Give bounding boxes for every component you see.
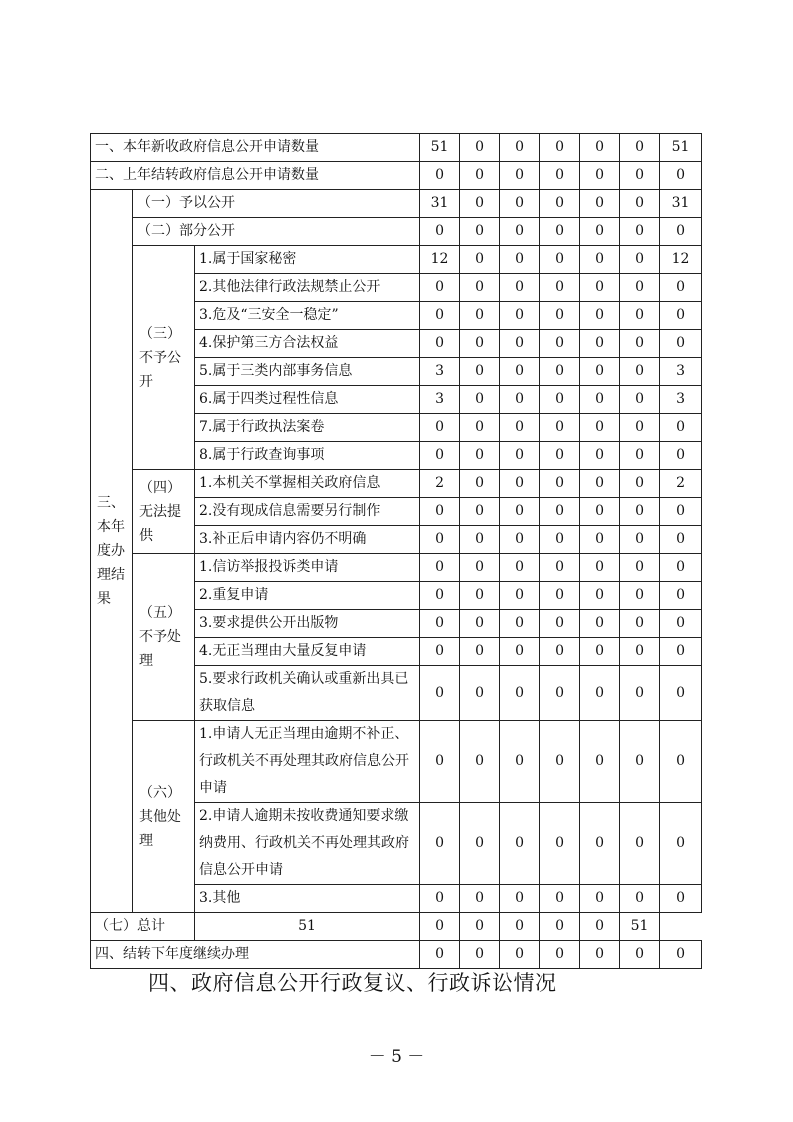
count-cell: 0	[580, 666, 620, 721]
count-cell: 0	[540, 582, 580, 610]
count-cell: 51	[620, 913, 660, 941]
count-cell: 31	[660, 190, 702, 218]
count-cell: 0	[540, 442, 580, 470]
count-cell: 0	[460, 246, 500, 274]
count-cell: 0	[660, 498, 702, 526]
count-cell: 0	[420, 330, 460, 358]
count-cell: 0	[620, 498, 660, 526]
count-cell: 0	[420, 498, 460, 526]
count-cell: 0	[540, 218, 580, 246]
group-label: （三）不予公开	[133, 246, 195, 470]
count-cell: 0	[660, 638, 702, 666]
count-cell: 0	[580, 554, 620, 582]
count-cell: 0	[460, 941, 500, 969]
count-cell: 0	[660, 721, 702, 803]
count-cell: 0	[420, 302, 460, 330]
count-cell: 0	[460, 386, 500, 414]
item-label: 3.危及“三安全一稳定”	[195, 302, 420, 330]
count-cell: 0	[580, 941, 620, 969]
count-cell: 0	[500, 803, 540, 885]
count-cell: 0	[460, 190, 500, 218]
count-cell: 0	[420, 913, 460, 941]
count-cell: 0	[420, 414, 460, 442]
count-cell: 0	[500, 274, 540, 302]
count-cell: 0	[420, 526, 460, 554]
table-row	[91, 218, 702, 246]
count-cell: 0	[540, 638, 580, 666]
count-cell: 0	[580, 246, 620, 274]
count-cell: 0	[620, 358, 660, 386]
count-cell: 0	[620, 666, 660, 721]
count-cell: 0	[500, 498, 540, 526]
count-cell: 0	[460, 414, 500, 442]
row-label: 四、结转下年度继续办理	[91, 941, 420, 969]
group-label: （二）部分公开	[133, 218, 420, 246]
count-cell: 0	[500, 386, 540, 414]
count-cell: 0	[620, 554, 660, 582]
count-cell: 0	[500, 134, 540, 162]
group-label: （七）总计	[91, 913, 195, 941]
count-cell: 0	[460, 218, 500, 246]
count-cell: 0	[660, 274, 702, 302]
item-label: 1.本机关不掌握相关政府信息	[195, 470, 420, 498]
count-cell: 0	[660, 162, 702, 190]
count-cell: 0	[660, 526, 702, 554]
count-cell: 0	[580, 302, 620, 330]
count-cell: 0	[660, 218, 702, 246]
count-cell: 0	[580, 526, 620, 554]
count-cell: 0	[500, 470, 540, 498]
item-label: 5.要求行政机关确认或重新出具已获取信息	[195, 666, 420, 721]
count-cell: 0	[500, 526, 540, 554]
count-cell: 0	[540, 666, 580, 721]
item-label: 3.其他	[195, 885, 420, 913]
count-cell: 0	[500, 554, 540, 582]
count-cell: 0	[500, 218, 540, 246]
count-cell: 0	[420, 941, 460, 969]
count-cell: 0	[500, 885, 540, 913]
count-cell: 0	[460, 162, 500, 190]
count-cell: 0	[580, 442, 620, 470]
count-cell: 0	[500, 638, 540, 666]
count-cell: 0	[540, 913, 580, 941]
page-number: － 5 －	[368, 1047, 425, 1067]
count-cell: 0	[540, 190, 580, 218]
count-cell: 0	[460, 330, 500, 358]
count-cell: 0	[540, 246, 580, 274]
count-cell: 0	[620, 885, 660, 913]
count-cell: 0	[660, 414, 702, 442]
count-cell: 0	[580, 582, 620, 610]
count-cell: 0	[460, 442, 500, 470]
count-cell: 3	[420, 358, 460, 386]
count-cell: 0	[620, 274, 660, 302]
count-cell: 0	[460, 526, 500, 554]
count-cell: 0	[660, 554, 702, 582]
count-cell: 31	[420, 190, 460, 218]
count-cell: 0	[580, 386, 620, 414]
item-label: 1.信访举报投诉类申请	[195, 554, 420, 582]
count-cell: 0	[620, 941, 660, 969]
count-cell: 12	[420, 246, 460, 274]
count-cell: 0	[460, 638, 500, 666]
count-cell: 0	[540, 498, 580, 526]
count-cell: 0	[500, 610, 540, 638]
count-cell: 2	[420, 470, 460, 498]
count-cell: 0	[580, 274, 620, 302]
count-cell: 0	[420, 162, 460, 190]
row-label: 二、上年结转政府信息公开申请数量	[91, 162, 420, 190]
count-cell: 0	[500, 442, 540, 470]
count-cell: 0	[660, 302, 702, 330]
count-cell: 0	[580, 638, 620, 666]
count-cell: 0	[420, 554, 460, 582]
count-cell: 0	[580, 358, 620, 386]
count-cell: 0	[620, 721, 660, 803]
count-cell: 0	[660, 666, 702, 721]
item-label: 7.属于行政执法案卷	[195, 414, 420, 442]
group-label: （六）其他处理	[133, 721, 195, 913]
count-cell: 0	[460, 610, 500, 638]
count-cell: 0	[500, 246, 540, 274]
table-row	[91, 721, 702, 803]
count-cell: 0	[540, 330, 580, 358]
count-cell: 0	[540, 358, 580, 386]
row-label: 一、本年新收政府信息公开申请数量	[91, 134, 420, 162]
item-label: 2.重复申请	[195, 582, 420, 610]
count-cell: 0	[660, 941, 702, 969]
count-cell: 0	[580, 330, 620, 358]
count-cell: 0	[500, 162, 540, 190]
count-cell: 0	[460, 666, 500, 721]
count-cell: 0	[500, 941, 540, 969]
count-cell: 0	[500, 330, 540, 358]
section-label: 三、本年度办理结果	[91, 190, 133, 913]
count-cell: 0	[500, 358, 540, 386]
count-cell: 0	[540, 941, 580, 969]
count-cell: 0	[460, 582, 500, 610]
count-cell: 3	[420, 386, 460, 414]
count-cell: 0	[540, 386, 580, 414]
group-label: （四）无法提供	[133, 470, 195, 554]
item-label: 5.属于三类内部事务信息	[195, 358, 420, 386]
count-cell: 0	[580, 218, 620, 246]
section-heading: 四、政府信息公开行政复议、行政诉讼情况	[148, 971, 557, 995]
count-cell: 0	[540, 274, 580, 302]
count-cell: 0	[620, 330, 660, 358]
item-label: 4.保护第三方合法权益	[195, 330, 420, 358]
count-cell: 0	[460, 913, 500, 941]
item-label: 2.没有现成信息需要另行制作	[195, 498, 420, 526]
count-cell: 0	[620, 610, 660, 638]
item-label: 4.无正当理由大量反复申请	[195, 638, 420, 666]
table-row	[91, 246, 702, 274]
count-cell: 0	[500, 190, 540, 218]
count-cell: 0	[660, 610, 702, 638]
table-row	[91, 190, 702, 218]
count-cell: 0	[460, 554, 500, 582]
count-cell: 0	[420, 274, 460, 302]
count-cell: 0	[580, 470, 620, 498]
count-cell: 0	[540, 134, 580, 162]
count-cell: 0	[580, 885, 620, 913]
count-cell: 0	[580, 610, 620, 638]
count-cell: 0	[500, 666, 540, 721]
count-cell: 0	[620, 134, 660, 162]
table-row	[91, 134, 702, 162]
count-cell: 0	[580, 414, 620, 442]
statistics-table	[90, 133, 702, 969]
count-cell: 0	[420, 442, 460, 470]
count-cell: 0	[540, 554, 580, 582]
count-cell: 0	[620, 386, 660, 414]
count-cell: 0	[420, 610, 460, 638]
count-cell: 0	[420, 582, 460, 610]
count-cell: 0	[620, 803, 660, 885]
count-cell: 0	[460, 470, 500, 498]
count-cell: 0	[580, 913, 620, 941]
count-cell: 0	[620, 162, 660, 190]
group-label: （一）予以公开	[133, 190, 420, 218]
count-cell: 0	[420, 638, 460, 666]
item-label: 3.要求提供公开出版物	[195, 610, 420, 638]
count-cell: 0	[460, 302, 500, 330]
count-cell: 0	[620, 190, 660, 218]
count-cell: 0	[500, 414, 540, 442]
count-cell: 0	[460, 358, 500, 386]
count-cell: 0	[580, 803, 620, 885]
count-cell: 0	[580, 134, 620, 162]
count-cell: 0	[460, 274, 500, 302]
item-label: 3.补正后申请内容仍不明确	[195, 526, 420, 554]
count-cell: 0	[420, 803, 460, 885]
count-cell: 0	[620, 582, 660, 610]
count-cell: 0	[540, 526, 580, 554]
count-cell: 0	[620, 638, 660, 666]
count-cell: 51	[195, 913, 420, 941]
table-row	[91, 913, 702, 941]
count-cell: 0	[620, 526, 660, 554]
count-cell: 0	[420, 218, 460, 246]
count-cell: 0	[500, 582, 540, 610]
count-cell: 0	[580, 190, 620, 218]
count-cell: 0	[460, 498, 500, 526]
item-label: 1.申请人无正当理由逾期不补正、行政机关不再处理其政府信息公开申请	[195, 721, 420, 803]
table-row	[91, 941, 702, 969]
group-label: （五）不予处理	[133, 554, 195, 721]
count-cell: 3	[660, 386, 702, 414]
count-cell: 0	[460, 803, 500, 885]
count-cell: 0	[620, 218, 660, 246]
table-row	[91, 162, 702, 190]
count-cell: 0	[620, 302, 660, 330]
count-cell: 0	[620, 414, 660, 442]
count-cell: 0	[540, 721, 580, 803]
table-row	[91, 470, 702, 498]
item-label: 2.其他法律行政法规禁止公开	[195, 274, 420, 302]
item-label: 1.属于国家秘密	[195, 246, 420, 274]
count-cell: 0	[620, 470, 660, 498]
count-cell: 0	[540, 162, 580, 190]
count-cell: 0	[420, 666, 460, 721]
count-cell: 0	[660, 442, 702, 470]
count-cell: 0	[540, 610, 580, 638]
item-label: 8.属于行政查询事项	[195, 442, 420, 470]
item-label: 2.申请人逾期未按收费通知要求缴纳费用、行政机关不再处理其政府信息公开申请	[195, 803, 420, 885]
count-cell: 0	[580, 498, 620, 526]
count-cell: 0	[660, 885, 702, 913]
count-cell: 0	[460, 721, 500, 803]
count-cell: 0	[580, 162, 620, 190]
count-cell: 0	[540, 803, 580, 885]
count-cell: 51	[420, 134, 460, 162]
count-cell: 0	[540, 470, 580, 498]
count-cell: 12	[660, 246, 702, 274]
count-cell: 0	[540, 414, 580, 442]
count-cell: 0	[540, 302, 580, 330]
count-cell: 0	[420, 885, 460, 913]
count-cell: 3	[660, 358, 702, 386]
count-cell: 51	[660, 134, 702, 162]
count-cell: 0	[660, 330, 702, 358]
table-row	[91, 554, 702, 582]
count-cell: 0	[660, 582, 702, 610]
count-cell: 0	[620, 246, 660, 274]
count-cell: 0	[500, 302, 540, 330]
item-label: 6.属于四类过程性信息	[195, 386, 420, 414]
count-cell: 0	[540, 885, 580, 913]
count-cell: 0	[420, 721, 460, 803]
count-cell: 2	[660, 470, 702, 498]
count-cell: 0	[660, 803, 702, 885]
count-cell: 0	[500, 721, 540, 803]
count-cell: 0	[500, 913, 540, 941]
count-cell: 0	[580, 721, 620, 803]
count-cell: 0	[620, 442, 660, 470]
count-cell: 0	[460, 134, 500, 162]
count-cell: 0	[460, 885, 500, 913]
